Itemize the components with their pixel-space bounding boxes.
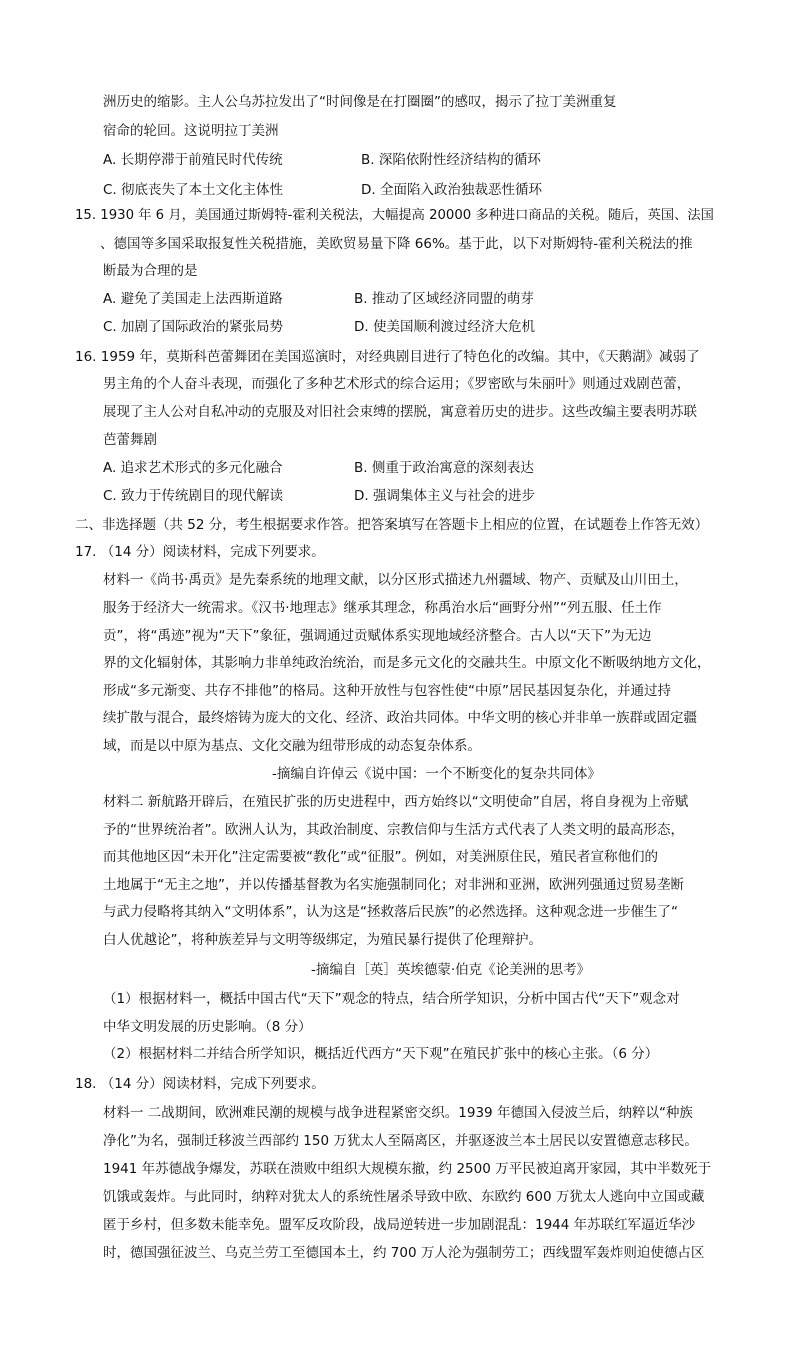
q15-stem-line: 断最为合理的是 <box>103 263 198 279</box>
q15-stem-line: 、德国等多国采取报复性关税措施，美欧贸易量下降 66%。基于此，以下对斯姆特-霍利关税法的推 <box>100 236 693 252</box>
q14-stem-line: 洲历史的缩影。主人公乌苏拉发出了“时间像是在打圈圈”的感叹，揭示了拉丁美洲重复 <box>103 94 617 110</box>
q17-material1-line: 续扩散与混合，最终熔铸为庞大的文化、经济、政治共同体。中华文明的核心并非单一族群或固定疆 <box>103 710 697 726</box>
q16-option-c: C. 致力于传统剧目的现代解读 <box>103 488 284 504</box>
q14-stem-line: 宿命的轮回。这说明拉丁美洲 <box>103 123 279 139</box>
q15-option-b: B. 推动了区域经济同盟的萌芽 <box>354 291 534 307</box>
q14-option-c: C. 彻底丧失了本土文化主体性 <box>103 182 284 198</box>
q17-material1-line: 界的文化辐射体，其影响力非单纯政治统治，而是多元文化的交融共生。中原文化不断吸纳地方文化， <box>103 655 711 671</box>
q16-stem-line: 芭蕾舞剧 <box>103 432 157 448</box>
q17-task2: （2）根据材料二并结合所学知识，概括近代西方“天下观”在殖民扩张中的核心主张。（6 分） <box>103 1046 659 1062</box>
q16-stem-line: 男主角的个人奋斗表现，而强化了多种艺术形式的综合运用；《罗密欧与朱丽叶》则通过戏剧芭蕾， <box>103 376 691 392</box>
q17-material1-line: 域，而是以中原为基点、文化交融为纽带形成的动态复杂体系。 <box>103 738 481 754</box>
q18-material1-line: 1941 年苏德战争爆发，苏联在溃败中组织大规模东撤，约 2500 万平民被迫离开家园，其中半数死于 <box>103 1161 712 1177</box>
q18-material1-line: 材料一 二战期间，欧洲难民潮的规模与战争进程紧密交织。1939 年德国入侵波兰后，纳粹以“种族 <box>103 1105 693 1121</box>
q16-option-a: A. 追求艺术形式的多元化融合 <box>103 460 283 476</box>
q18-material1-line: 净化”为名，强制迁移波兰西部约 150 万犹太人至隔离区，并驱逐波兰本土居民以安置德意志移民。 <box>103 1133 698 1149</box>
q18-material1-line: 饥饿或轰炸。与此同时，纳粹对犹太人的系统性屠杀导致中欧、东欧约 600 万犹太人逃向中立国或藏 <box>103 1189 705 1205</box>
q17-material1-source: -摘编自许倬云《说中国：一个不断变化的复杂共同体》 <box>272 766 601 782</box>
q17-material2-source: -摘编自［英］英埃德蒙·伯克《论美洲的思考》 <box>311 962 591 978</box>
q14-option-a: A. 长期停滞于前殖民时代传统 <box>103 152 283 168</box>
q14-option-d: D. 全面陷入政治独裁恶性循环 <box>361 182 542 198</box>
q16-stem-line: 展现了主人公对自私冲动的克服及对旧社会束缚的摆脱，寓意着历史的进步。这些改编主要表明苏联 <box>103 404 697 420</box>
q15-stem-line: 15. 1930 年 6 月，美国通过斯姆特-霍利关税法，大幅提高 20000 多种进口商品的关税。随后，英国、法国 <box>75 208 714 223</box>
q17-material1-line: 服务于经济大一统需求。《汉书·地理志》继承其理念，称禹治水后“画野分州”“列五服、任土作 <box>103 600 662 616</box>
q16-option-b: B. 侧重于政治寓意的深刻表达 <box>354 460 534 476</box>
q17-material1-line: 材料一《尚书·禹贡》是先秦系统的地理文献，以分区形式描述九州疆域、物产、贡赋及山川田土， <box>103 572 688 588</box>
q17-material2-line: 而其他地区因“未开化”注定需要被“教化”或“征服”。例如，对美洲原住民，殖民者宣称他们的 <box>103 849 658 865</box>
q17-task1-line: （1）根据材料一，概括中国古代“天下”观念的特点，结合所学知识，分析中国古代“天下”观念对 <box>103 991 680 1007</box>
q16-stem-line: 16. 1959 年，莫斯科芭蕾舞团在美国巡演时，对经典剧目进行了特色化的改编。其中，《天鹅湖》减弱了 <box>75 349 700 365</box>
q17-material1-line: 形成“多元渐变、共存不排他”的格局。这种开放性与包容性使“中原”居民基因复杂化，并通过持 <box>103 683 671 699</box>
q17-task1-line: 中华文明发展的历史影响。（8 分） <box>103 1019 312 1035</box>
q15-option-d: D. 使美国顺利渡过经济大危机 <box>354 319 535 335</box>
q14-option-b: B. 深陷依附性经济结构的循环 <box>361 152 541 168</box>
q17-material2-line: 材料二 新航路开辟后，在殖民扩张的历史进程中，西方始终以“文明使命”自居，将自身视为上帝赋 <box>103 794 689 810</box>
q18-title: 18. （14 分）阅读材料，完成下列要求。 <box>75 1076 325 1092</box>
q17-material2-line: 与武力侵略将其纳入“文明体系”，认为这是“拯救落后民族”的必然选择。这种观念进一步催生了“ <box>103 904 678 920</box>
q17-material2-line: 予的“世界统治者”。欧洲人认为，其政治制度、宗教信仰与生活方式代表了人类文明的最高形态， <box>103 822 684 838</box>
q17-title: 17. （14 分）阅读材料，完成下列要求。 <box>75 544 325 560</box>
q15-option-a: A. 避免了美国走上法西斯道路 <box>103 291 283 307</box>
q16-option-d: D. 强调集体主义与社会的进步 <box>354 488 535 504</box>
q15-option-c: C. 加剧了国际政治的紧张局势 <box>103 319 284 335</box>
q18-material1-line: 时，德国强征波兰、乌克兰劳工至德国本土，约 700 万人沦为强制劳工；西线盟军轰炸则迫使德占区 <box>103 1245 705 1261</box>
q17-material2-line: 白人优越论”，将种族差异与文明等级绑定，为殖民暴行提供了伦理辩护。 <box>103 932 542 948</box>
section-heading: 二、非选择题（共 52 分，考生根据要求作答。把答案填写在答题卡上相应的位置，在试题卷上作答无效） <box>75 517 709 533</box>
q17-material1-line: 贡”，将“禹迹”视为“天下”象征，强调通过贡赋体系实现地域经济整合。古人以“天下”为无边 <box>103 628 652 644</box>
q17-material2-line: 土地属于“无主之地”，并以传播基督教为名实施强制同化；对非洲和亚洲，欧洲列强通过贸易垄断 <box>103 877 684 893</box>
q18-material1-line: 匿于乡村，但多数未能幸免。盟军反攻阶段，战局逆转进一步加剧混乱：1944 年苏联红军逼近华沙 <box>103 1217 696 1233</box>
